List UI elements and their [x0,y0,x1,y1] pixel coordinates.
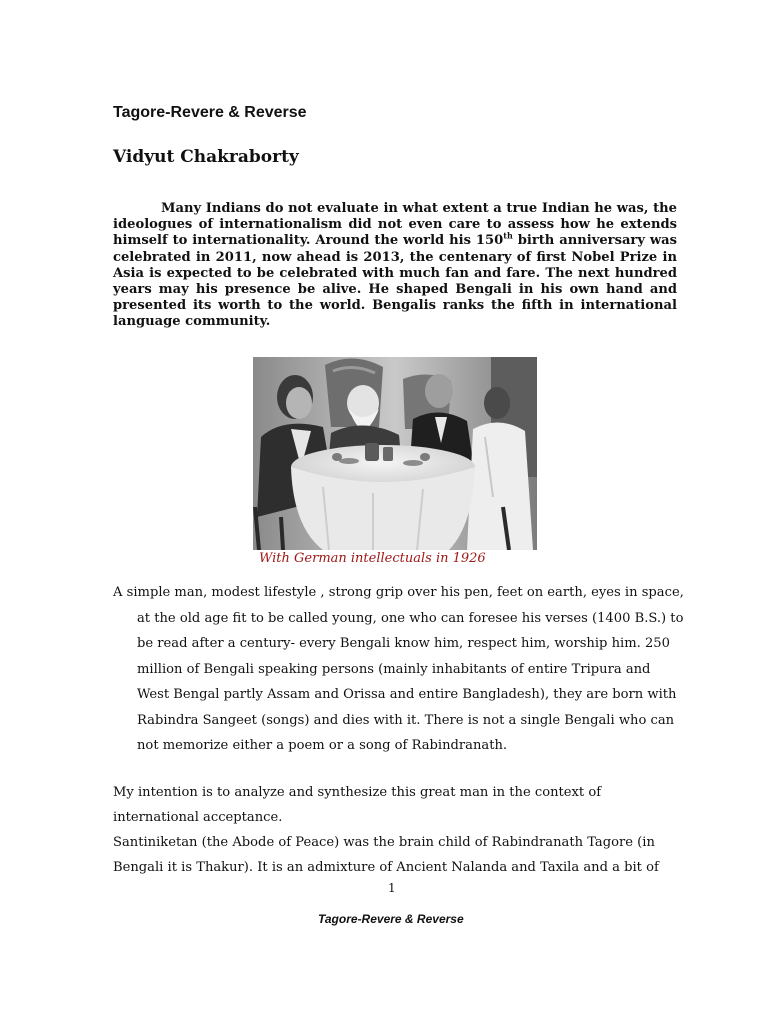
intro-text-start: Many Indians do not evaluate in what extent a true Indian he was, the ideologues of internationalism did not even care to assess how he extends himself to internationality. Around the world his 150 [113,201,677,249]
text-line: Bengali it is Thakur). It is an admixture of Ancient Nalanda and Taxila and a bit of [113,860,659,875]
document-title: Tagore-Revere & Reverse [113,104,307,121]
body-paragraph-1 [113,580,684,759]
text-line: Rabindra Sangeet (songs) and dies with it. There is not a single Bengali who can [137,712,675,728]
body-paragraph-2 [113,780,677,880]
author-name: Vidyut Chakraborty [113,147,299,167]
historical-photo [253,357,537,550]
intro-text-end: birth anniversary was celebrated in 2011, now ahead is 2013, the centenary of first Nobel Prize in Asia is expected to be celebrated with much fan and fare. The next hundred years may his presence be alive. He shaped Bengali in his own hand and presented its worth to the world. Bengalis ranks the fifth in international language community. [113,233,677,330]
text-line: be read after a century- every Bengali know him, respect him, worship him. 250 [137,636,670,651]
text-line: not memorize either a poem or a song of Rabindranath. [137,738,508,753]
ordinal-superscript: th [503,231,513,242]
text-line: international acceptance. [113,810,283,825]
text-line: West Bengal partly Assam and Orissa and entire Bangladesh), they are born with [137,687,677,702]
text-line: million of Bengali speaking persons (mainly inhabitants of entire Tripura and [137,661,651,677]
text-line: Santiniketan (the Abode of Peace) was the brain child of Rabindranath Tagore (in [113,835,655,850]
photo-caption: With German intellectuals in 1926 [259,551,486,566]
intro-paragraph [113,201,677,331]
text-line: A simple man, modest lifestyle , strong grip over his pen, feet on earth, eyes in space, [113,585,684,600]
page-number: 1 [388,881,396,895]
text-line: at the old age fit to be called young, one who can foresee his verses (1400 B.S.) to [137,610,684,626]
page-footer: Tagore-Revere & Reverse [318,912,464,926]
text-line: My intention is to analyze and synthesize this great man in the context of [113,785,602,800]
